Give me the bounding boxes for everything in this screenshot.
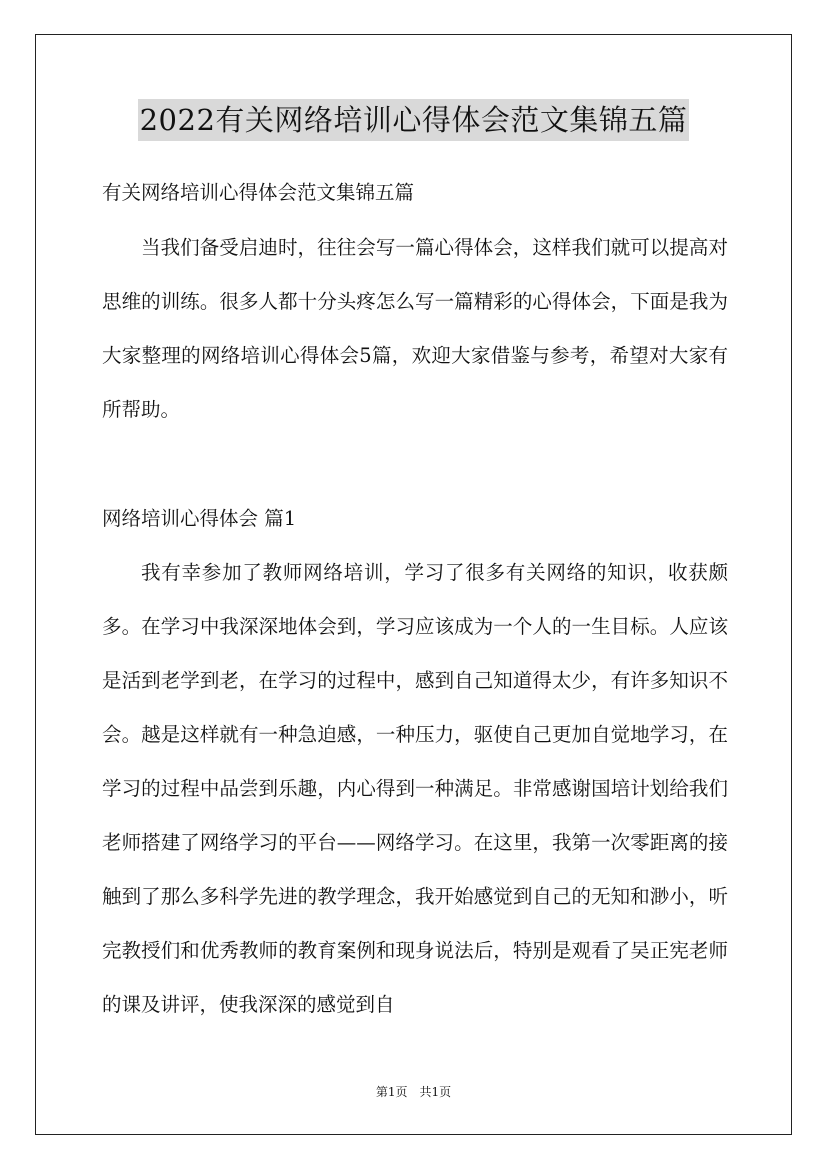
title-container [0,99,827,141]
intro-paragraph: 当我们备受启迪时，往往会写一篇心得体会，这样我们就可以提高对思维的训练。很多人都十分头疼怎么写一篇精彩的心得体会，下面是我为大家整理的网络培训心得体会5篇，欢迎大家借鉴与参考，希望对大家有所帮助。 [102,236,728,421]
body-paragraph: 我有幸参加了教师网络培训，学习了很多有关网络的知识，收获颇多。在学习中我深深地体会到，学习应该成为一个人的一生目标。人应该是活到老学到老，在学习的过程中，感到自己知道得太少，有许多知识不会。越是这样就有一种急迫感，一种压力，驱使自己更加自觉地学习，在学习的过程中品尝到乐趣，内心得到一种满足。非常感谢国培计划给我们老师搭建了网络学习的平台——网络学习。在这里，我第一次零距离的接触到了那么多科学先进的教学理念，我开始感觉到自己的无知和渺小，听完教授们和优秀教师的教育案例和现身说法后，特别是观看了吴正宪老师的课及讲评，使我深深的感觉到自 [102,561,728,1016]
document-subtitle: 有关网络培训心得体会范文集锦五篇 [102,181,415,204]
page-number-footer: 第1页 共1页 [375,1085,452,1099]
document-title: 2022有关网络培训心得体会范文集锦五篇 [138,99,690,141]
section-heading: 网络培训心得体会 篇1 [102,507,297,530]
